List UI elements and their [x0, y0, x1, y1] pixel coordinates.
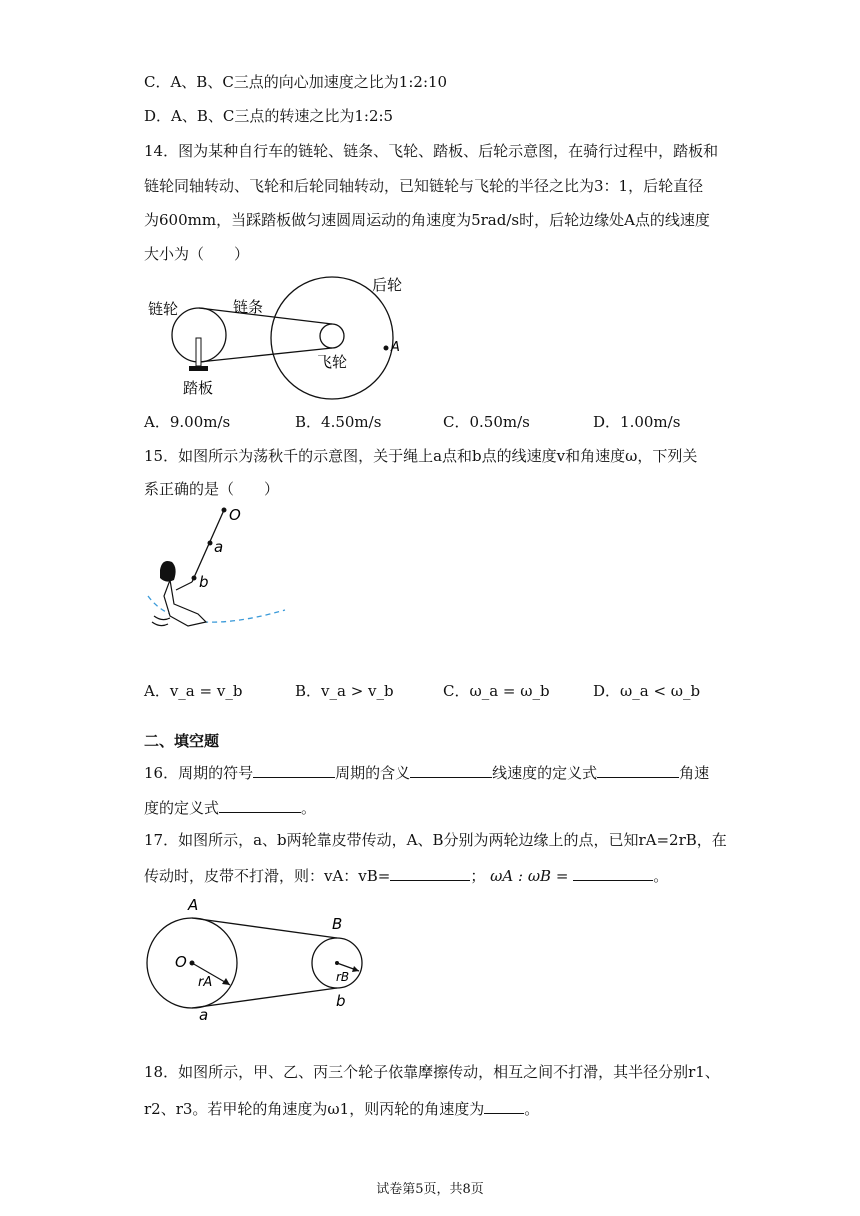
belt-top — [192, 918, 337, 938]
q16-part4: 角速 — [679, 764, 710, 782]
label-ra: rA — [198, 975, 213, 990]
q15-option-c: C．ω_a = ω_b — [443, 682, 550, 700]
chainring-label: 链轮 — [148, 300, 179, 318]
q17-text-line1: 17．如图所示，a、b两轮靠皮带传动，A、B分别为两轮边缘上的点，已知rA=2rB，在 — [144, 831, 727, 849]
rear-wheel-label: 后轮 — [372, 276, 403, 294]
radius-b-arrowhead — [352, 966, 359, 972]
q16-part1: 16．周期的符号 — [144, 764, 254, 782]
q16-part2: 周期的含义 — [335, 764, 411, 782]
q18-part-a: r2、r3。若甲轮的角速度为ω1，则丙轮的角速度为 — [144, 1100, 485, 1118]
point-o-dot — [222, 508, 227, 513]
flywheel-circle — [320, 324, 344, 348]
q17-part-d: 。 — [653, 867, 669, 885]
q17-part-a: 传动时，皮带不打滑，则：vA：vB= — [144, 867, 391, 885]
q16-part5: 度的定义式 — [144, 799, 220, 817]
q16-blank-linear-velocity[interactable] — [597, 761, 679, 778]
q18-text-line2 — [144, 1097, 539, 1119]
swing-diagram — [140, 500, 300, 645]
q13-option-d: D．A、B、C三点的转速之比为1:2:5 — [144, 107, 394, 125]
pedal-arm — [196, 338, 201, 366]
q14-text-line2: 链轮同轴转动、飞轮和后轮同轴转动，已知链轮与飞轮的半径之比为3：1，后轮直径 — [144, 177, 704, 195]
label-b-wheel: b — [336, 992, 346, 1010]
q14-text-line3: 为600mm，当踩踏板做匀速圆周运动的角速度为5rad/s时，后轮边缘处A点的线速度 — [144, 211, 710, 229]
q16-line2 — [144, 796, 316, 818]
point-a-label: A — [391, 340, 400, 355]
child-figure — [152, 561, 206, 626]
flywheel-label: 飞轮 — [317, 353, 348, 371]
q17-part-c: ωA : ωB = — [490, 867, 569, 885]
q14-option-d: D．1.00m/s — [593, 413, 681, 431]
q15-option-d: D．ω_a < ω_b — [593, 682, 701, 700]
pedal-label: 踏板 — [183, 379, 214, 397]
belt-bottom — [192, 988, 337, 1008]
q15-option-a: A．v_a = v_b — [144, 682, 243, 700]
label-b-point: B — [332, 915, 343, 933]
bicycle-drive-diagram — [140, 268, 420, 400]
rear-wheel-circle — [271, 277, 393, 399]
q16-part3: 线速度的定义式 — [492, 764, 598, 782]
q16-blank-meaning[interactable] — [410, 761, 492, 778]
point-a-dot — [384, 346, 389, 351]
label-b: b — [199, 573, 209, 591]
section-heading-fill-in: 二、填空题 — [144, 732, 220, 750]
label-a-wheel: a — [199, 1006, 209, 1023]
label-rb: rB — [336, 970, 350, 984]
q15-text-line1: 15．如图所示为荡秋千的示意图，关于绳上a点和b点的线速度v和角速度ω，下列关 — [144, 447, 698, 465]
chain-label: 链条 — [233, 298, 264, 316]
q17-text-line2 — [144, 864, 668, 886]
label-a: a — [214, 538, 224, 556]
q16-blank-angular-velocity[interactable] — [219, 796, 301, 813]
chain-bottom — [199, 348, 332, 362]
belt-drive-diagram — [140, 893, 380, 1023]
q14-text-line4: 大小为（ ） — [144, 245, 250, 263]
q14-option-c: C．0.50m/s — [443, 413, 530, 431]
q16-blank-symbol[interactable] — [253, 761, 335, 778]
label-o: O — [175, 953, 187, 971]
label-o: O — [229, 506, 241, 524]
q18-text-line1: 18．如图所示，甲、乙、丙三个轮子依靠摩擦传动，相互之间不打滑，其半径分别r1、 — [144, 1063, 720, 1081]
pedal — [189, 366, 208, 371]
point-a-dot — [208, 541, 213, 546]
q17-blank-velocity-ratio[interactable] — [390, 864, 470, 881]
q15-text-line2: 系正确的是（ ） — [144, 480, 280, 498]
q14-text-line1: 14．图为某种自行车的链轮、链条、飞轮、踏板、后轮示意图，在骑行过程中，踏板和 — [144, 142, 719, 160]
q14-option-a: A．9.00m/s — [144, 413, 231, 431]
q18-blank-omega3[interactable] — [484, 1097, 524, 1114]
q15-option-b: B．v_a > v_b — [295, 682, 394, 700]
point-b-dot — [192, 576, 197, 581]
q13-option-c: C．A、B、C三点的向心加速度之比为1:2:10 — [144, 73, 448, 91]
q17-part-b: ； — [470, 867, 486, 885]
q14-option-b: B．4.50m/s — [295, 413, 382, 431]
q16-part6: 。 — [301, 799, 317, 817]
q17-blank-omega-ratio[interactable] — [573, 864, 653, 881]
label-a-point: A — [188, 896, 199, 914]
q18-part-b: 。 — [524, 1100, 540, 1118]
q16-line1 — [144, 761, 709, 783]
page-footer: 试卷第5页，共8页 — [376, 1182, 484, 1197]
